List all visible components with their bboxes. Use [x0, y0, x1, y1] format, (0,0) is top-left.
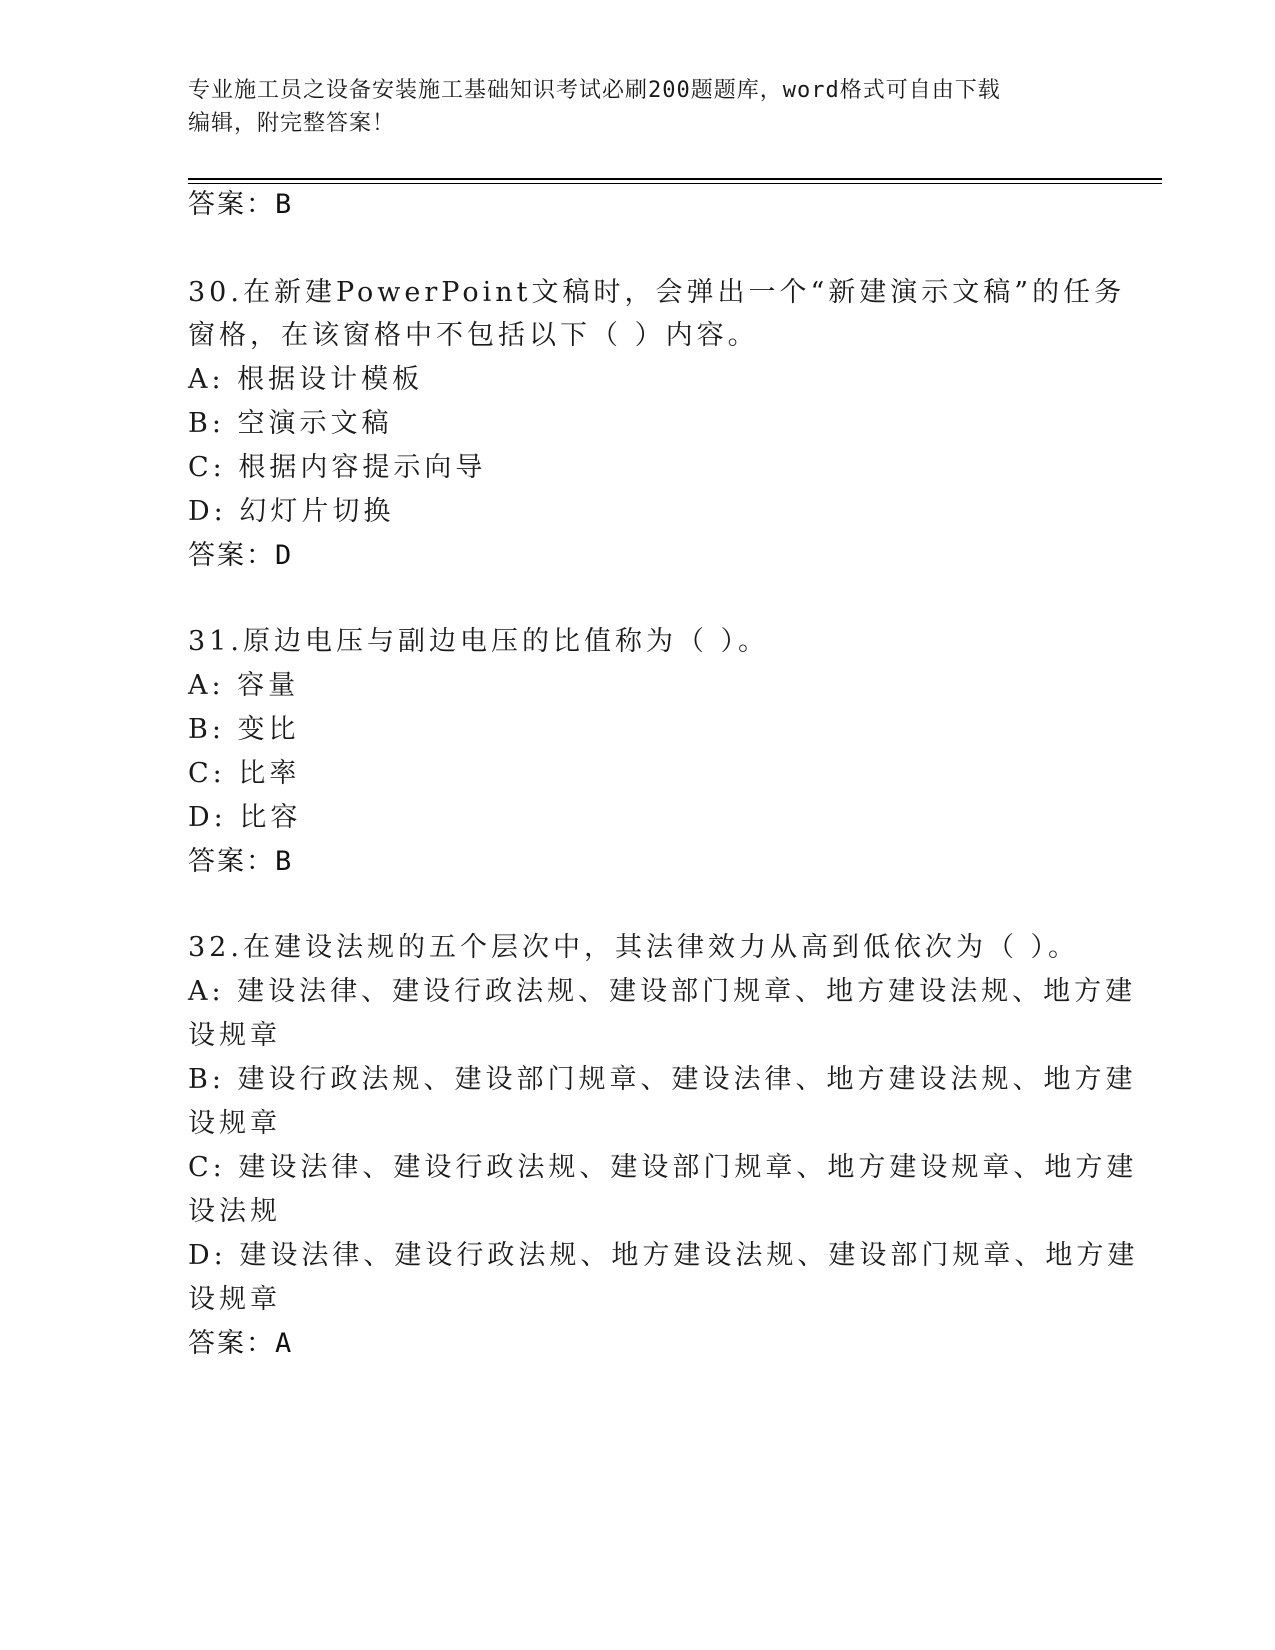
question-30-answer: 答案：D: [188, 540, 294, 571]
question-32-option-a-line-1: A: 建设法律、建设行政法规、建设部门规章、地方建设法规、地方建: [188, 976, 1137, 1007]
question-30-stem-line-1: 30.在新建PowerPoint文稿时，会弹出一个“新建演示文稿”的任务: [188, 277, 1126, 308]
question-31-option-a: A: 容量: [188, 670, 300, 701]
question-32-option-d-line-2: 设规章: [188, 1284, 281, 1315]
previous-answer: 答案：B: [188, 189, 294, 220]
question-31-stem: 31.原边电压与副边电压的比值称为（ ）。: [188, 626, 770, 657]
document-header: [188, 74, 1088, 140]
question-32-option-b-line-1: B: 建设行政法规、建设部门规章、建设法律、地方建设法规、地方建: [188, 1064, 1137, 1095]
question-32-answer: 答案：A: [188, 1328, 294, 1359]
question-31-answer: 答案：B: [188, 846, 294, 877]
question-32-option-b-line-2: 设规章: [188, 1108, 281, 1139]
header-divider-thick: [188, 178, 1162, 180]
question-30-stem-line-2: 窗格，在该窗格中不包括以下（ ）内容。: [188, 320, 759, 351]
question-30-option-c: C: 根据内容提示向导: [188, 452, 487, 483]
header-title-line-1: 专业施工员之设备安装施工基础知识考试必刷200题题库，word格式可自由下载: [188, 78, 1001, 103]
question-32-option-d-line-1: D: 建设法律、建设行政法规、地方建设法规、建设部门规章、地方建: [188, 1240, 1139, 1271]
question-30-option-a: A: 根据设计模板: [188, 364, 424, 395]
question-30-option-d: D: 幻灯片切换: [188, 496, 395, 527]
question-32-option-c-line-1: C: 建设法律、建设行政法规、建设部门规章、地方建设规章、地方建: [188, 1152, 1138, 1183]
question-32-option-c-line-2: 设法规: [188, 1196, 281, 1227]
header-divider-thin: [188, 183, 1162, 184]
question-30-option-b: B: 空演示文稿: [188, 408, 393, 439]
question-31-option-b: B: 变比: [188, 714, 300, 745]
question-31-option-d: D: 比容: [188, 802, 302, 833]
header-title-line-2: 编辑，附完整答案！: [188, 111, 396, 136]
question-32-option-a-line-2: 设规章: [188, 1020, 281, 1051]
question-31-option-c: C: 比率: [188, 758, 301, 789]
question-32-stem: 32.在建设法规的五个层次中，其法律效力从高到低依次为（ ）。: [188, 932, 1080, 963]
